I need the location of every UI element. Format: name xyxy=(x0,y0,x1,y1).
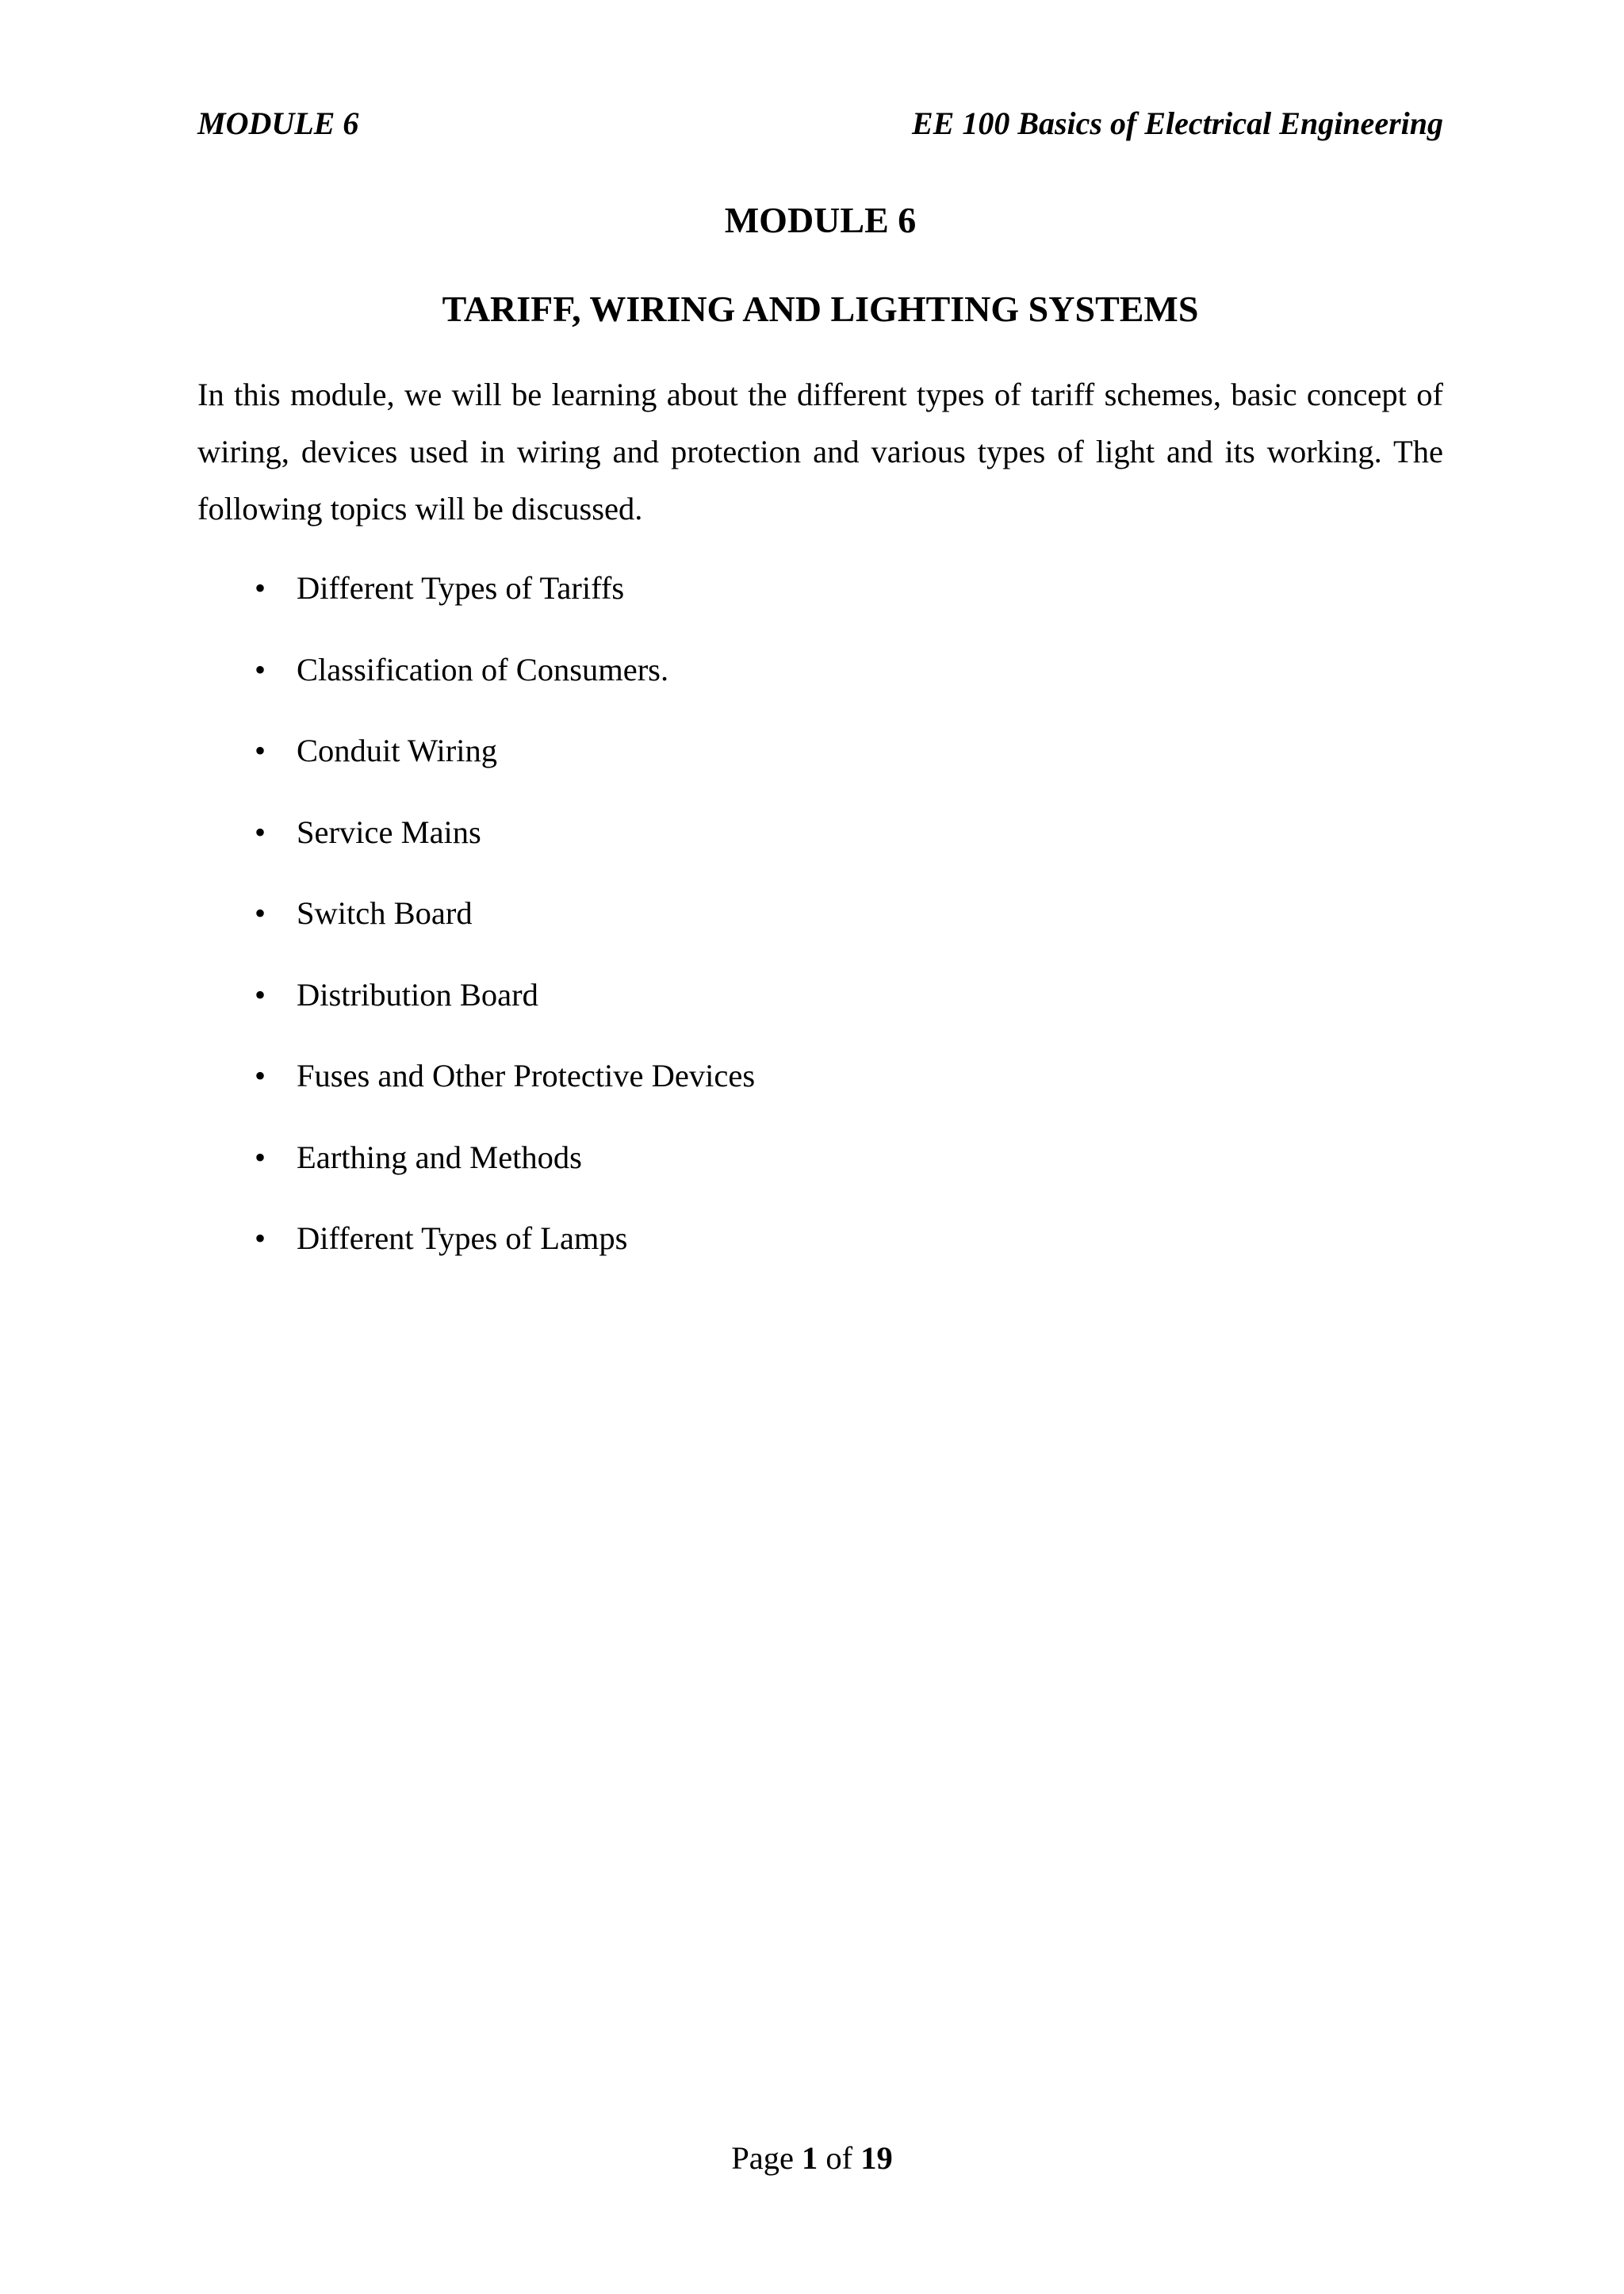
current-page-number: 1 xyxy=(802,2140,818,2176)
total-page-count: 19 xyxy=(860,2140,893,2176)
bullet-icon: • xyxy=(255,814,266,850)
bullet-icon: • xyxy=(255,895,266,931)
bullet-icon: • xyxy=(255,1220,266,1256)
module-subject-heading: TARIFF, WIRING AND LIGHTING SYSTEMS xyxy=(442,289,1199,329)
header-module-label: MODULE 6 xyxy=(197,105,359,141)
running-header xyxy=(197,101,1443,146)
topic-text: Earthing and Methods xyxy=(297,1139,582,1175)
topic-text: Different Types of Lamps xyxy=(297,1220,628,1256)
bullet-icon: • xyxy=(255,733,266,768)
topic-text: Switch Board xyxy=(297,895,473,931)
topic-text: Fuses and Other Protective Devices xyxy=(297,1058,756,1093)
topic-text: Distribution Board xyxy=(297,976,538,1013)
bullet-icon: • xyxy=(255,570,266,606)
bullet-icon: • xyxy=(255,651,266,687)
bullet-icon: • xyxy=(255,976,266,1013)
page-of-label: of xyxy=(825,2140,853,2176)
intro-paragraph: In this module, we will be learning about the different types of tariff schemes, basic concept of wiring, devices used in wiring and protection and various types of light and its working. The following topics will be discussed. xyxy=(197,377,1443,527)
page-number-footer xyxy=(0,2136,1624,2181)
topic-text: Service Mains xyxy=(297,814,481,850)
module-heading: MODULE 6 xyxy=(724,200,917,240)
page-label: Page xyxy=(731,2140,794,2176)
topic-text: Conduit Wiring xyxy=(297,733,498,768)
topic-text: Different Types of Tariffs xyxy=(297,570,625,606)
bullet-icon: • xyxy=(255,1058,266,1093)
topic-text: Classification of Consumers. xyxy=(297,651,669,687)
header-course-title: EE 100 Basics of Electrical Engineering xyxy=(911,105,1443,141)
bullet-icon: • xyxy=(255,1139,266,1175)
